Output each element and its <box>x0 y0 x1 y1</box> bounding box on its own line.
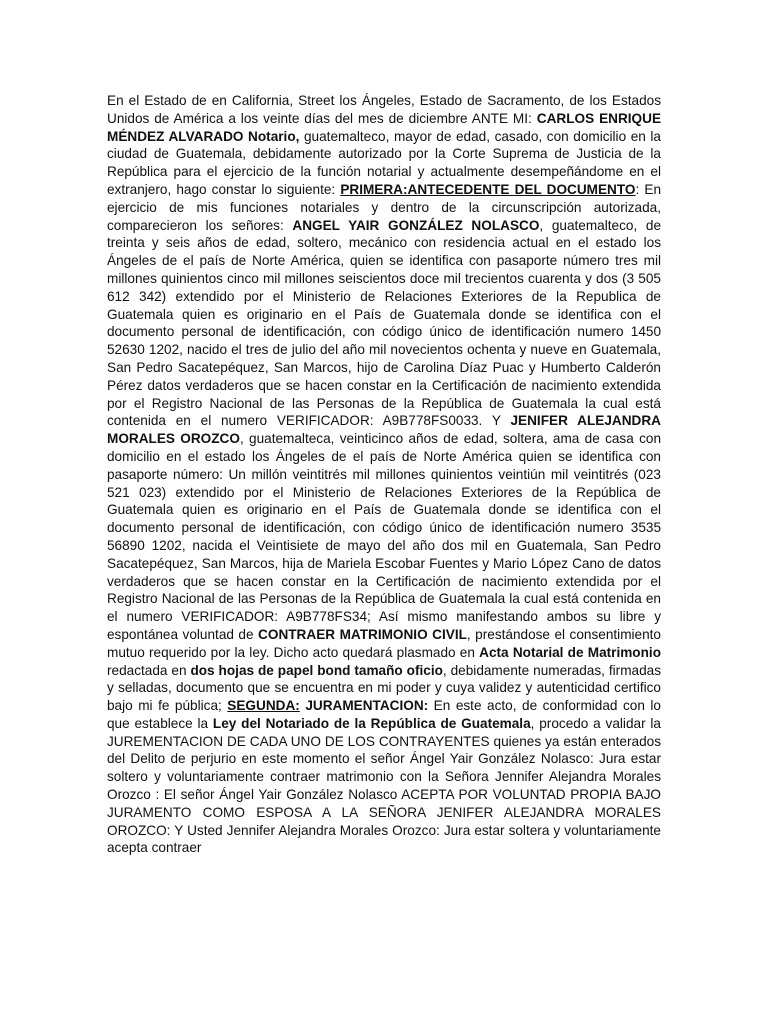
text-run: , procedo a validar la JUREMENTACION DE CADA UNO DE LOS CONTRAYENTES quienes ya están enterados del Delito de perjurio en este momento el señor Ángel Yair González Nolasco: Jura estar soltero y voluntariamente contraer matrimonio con la Señora Jennifer Alejandra Morales Orozco : El señor Ángel Yair González Nolasco ACEPTA POR VOLUNTAD PROPIA BAJO JURAMENTO COMO ESPOSA A LA SEÑORA JENIFER ALEJANDRA MORALES OROZCO: Y Usted Jennifer Alejandra Morales Orozco: Jura estar soltera y voluntariamente acepta contraer <box>107 715 661 856</box>
text-run: redactada en <box>107 662 191 678</box>
text-run: , guatemalteca, veinticinco años de edad, soltera, ama de casa con domicilio en el estado los Ángeles de el país de Norte América quien se identifica con pasaporte número: Un millón veintitrés mil millones quinientos veintiún mil veintitrés (023 521 023) extendido por el Ministerio de Relaciones Exteriores de la República de Guatemala quien es originario en el País de Guatemala donde se identifica con el documento personal de identificación, con código único de identificación numero 3535 56890 1202, nacida el Veintisiete de mayo del año dos mil en Guatemala, San Pedro Sacatepéquez, San Marcos, hija de Mariela Escobar Fuentes y Mario López Cano de datos verdaderos que se hacen constar en la Certificación de nacimiento extendida por el Registro Nacional de las Personas de la República de Guatemala la cual está contenida en el numero VERIFICADOR: A9B778FS34; Así mismo manifestando ambos su libre y espontánea voluntad de <box>107 431 662 642</box>
bold-text-run: JENIFER ALEJANDRA MORALES OROZCO <box>107 413 662 447</box>
section-heading: PRIMERA:ANTECEDENTE DEL DOCUMENTO <box>340 181 636 197</box>
section-heading: SEGUNDA: <box>227 698 300 714</box>
bold-text-run: Ley del Notariado de la República de Guatemala <box>212 715 531 731</box>
bold-text-run: JURAMENTACION: <box>305 698 429 714</box>
bold-text-run: CARLOS ENRIQUE MÉNDEZ ALVARADO Notario, <box>107 110 662 144</box>
bold-text-run: dos hojas de papel bond tamaño oficio <box>190 662 443 678</box>
text-run: , prestándose el consentimiento mutuo requerido por la ley. Dicho acto quedará plasmado en <box>107 626 661 660</box>
text-run: En este acto, de conformidad con lo que establece la <box>107 698 661 731</box>
text-run: En el Estado de en California, Street los Ángeles, Estado de Sacramento, de los Estados Unidos de América a los veinte días del mes de diciembre ANTE MI: <box>107 93 661 126</box>
bold-text-run: Acta Notarial de Matrimonio <box>479 644 661 660</box>
text-run: : En ejercicio de mis funciones notariales y dentro de la circunscripción autorizada, comparecieron los señores: <box>107 181 662 233</box>
document-body-paragraph <box>107 92 661 857</box>
text-run: , debidamente numeradas, firmadas y selladas, documento que se encuentra en mi poder y cuya validez y autenticidad certifico bajo mi fe pública; <box>107 662 661 714</box>
document-page <box>107 92 661 857</box>
text-run: guatemalteco, mayor de edad, casado, con domicilio en la ciudad de Guatemala, debidamente autorizado por la Corte Suprema de Justicia de la República para el ejercicio de la función notarial y actualmente desempeñándome en el extranjero, hago constar lo siguiente: <box>107 128 661 197</box>
text-run: , guatemalteco, de treinta y seis años de edad, soltero, mecánico con residencia actual en el estado los Ángeles de el país de Norte América, quien se identifica con pasaporte número tres mil millones quinientos cinco mil millones seiscientos doce mil trecientos cuarenta y dos (3 505 612 342) extendido por el Ministerio de Relaciones Exteriores de la Republica de Guatemala quien es originario en el País de Guatemala donde se identifica con el documento personal de identificación, con código único de identificación numero 1450 52630 1202, nacido el tres de julio del año mil novecientos ochenta y nueve en Guatemala, San Pedro Sacatepéquez, San Marcos, hijo de Carolina Díaz Puac y Humberto Calderón Pérez datos verdaderos que se hacen constar en la Certificación de nacimiento extendida por el Registro Nacional de las Personas de la República de Guatemala la cual está contenida en el numero VERIFICADOR: A9B778FS0033. Y <box>107 217 662 429</box>
bold-text-run: CONTRAER MATRIMONIO CIVIL <box>258 626 467 642</box>
bold-text-run: ANGEL YAIR GONZÁLEZ NOLASCO <box>292 217 540 233</box>
